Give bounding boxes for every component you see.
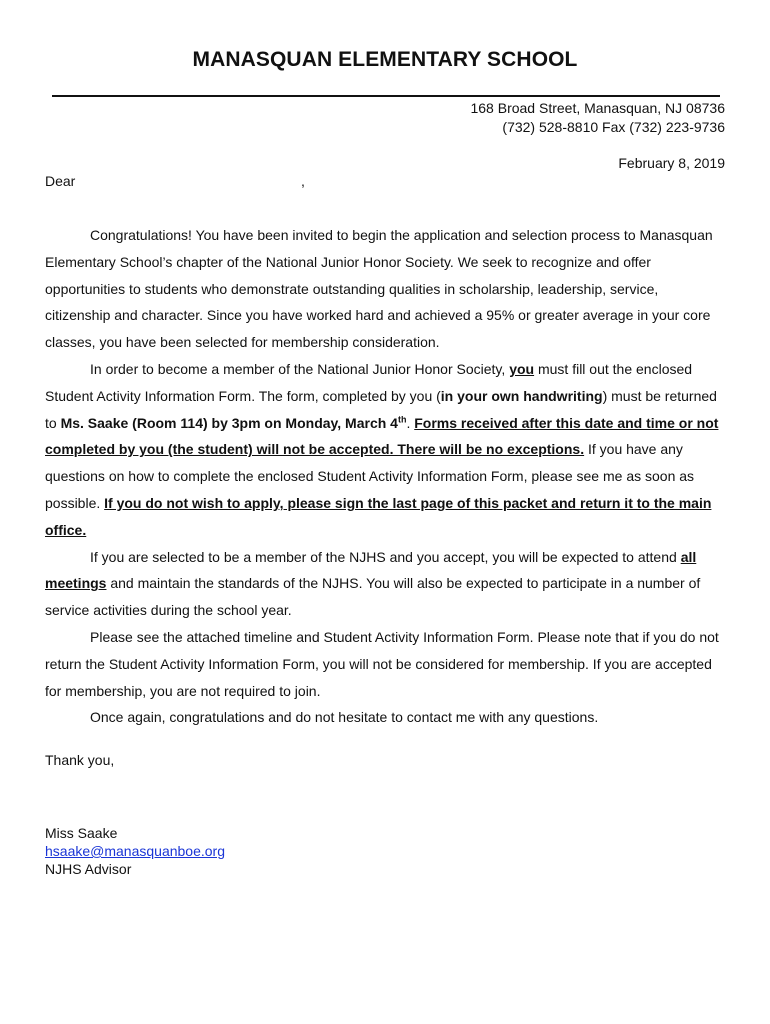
paragraph-closing-remark: Once again, congratulations and do not hesitate to contact me with any questions. <box>90 709 599 726</box>
paragraph-expectations <box>45 544 725 624</box>
emphasis-you: you <box>509 360 535 377</box>
text-run: ) must be returned to <box>45 387 717 431</box>
emphasis-opt-out: If you do not wish to apply, please sign the last page of this packet and return it to the main office. <box>45 494 712 538</box>
emphasis-all-meetings: all meetings <box>45 548 697 592</box>
closing-thank-you: Thank you, <box>45 752 115 768</box>
school-address <box>470 99 725 137</box>
text-run: must fill out the enclosed Student Activity Information Form. The form, completed by you ( <box>45 360 693 404</box>
paragraph-attachments: Please see the attached timeline and Student Activity Information Form. Please note that if you do not return the Student Activity Information Form, you will not be considered for membership. If you are accepted for membership, you are not required to join. <box>45 628 719 699</box>
salutation <box>45 173 325 189</box>
signature-email-link[interactable]: hsaake@manasquanboe.org <box>45 843 226 859</box>
ordinal-superscript: th <box>397 413 407 424</box>
signature-name: Miss Saake <box>45 825 118 841</box>
address-street: 168 Broad Street, Manasquan, NJ 08736 <box>470 100 725 116</box>
address-phone-fax: (732) 528-8810 Fax (732) 223-9736 <box>502 119 725 135</box>
signature-block <box>45 824 225 878</box>
text-run: and maintain the standards of the NJHS. You will also be expected to participate in a number of service activities during the school year. <box>45 575 701 619</box>
emphasis-deadline: Ms. Saake (Room 114) by 3pm on Monday, March 4 <box>60 414 398 431</box>
signature-title: NJHS Advisor <box>45 861 132 877</box>
paragraph-congratulations: Congratulations! You have been invited to begin the application and selection process to Manasquan Elementary School’s chapter of the National Junior Honor Society. We seek to recognize and offer opportunities to students who demonstrate outstanding qualities in scholarship, leadership, service, citizenship and character. Since you have worked hard and achieved a 95% or greater average in your core classes, you have been selected for membership consideration. <box>45 227 713 351</box>
text-run: In order to become a member of the National Junior Honor Society, <box>90 360 510 377</box>
emphasis-warning: Forms received after this date and time or not completed by you (the student) will not be accepted. There will be no exceptions. <box>45 414 719 458</box>
salutation-dear: Dear <box>45 173 76 189</box>
school-name-heading: MANASQUAN ELEMENTARY SCHOOL <box>192 48 578 71</box>
letter-body <box>45 222 725 731</box>
paragraph-instructions <box>45 356 725 544</box>
text-run: If you are selected to be a member of the NJHS and you accept, you will be expected to attend <box>90 548 681 565</box>
text-run: . <box>406 414 415 431</box>
letter-date: February 8, 2019 <box>618 155 725 171</box>
salutation-comma: , <box>301 173 305 189</box>
text-run: If you have any questions on how to complete the enclosed Student Activity Information Form, please see me as soon as possible. <box>45 441 695 511</box>
header-divider <box>52 95 720 97</box>
emphasis-handwriting: in your own handwriting <box>440 387 603 404</box>
